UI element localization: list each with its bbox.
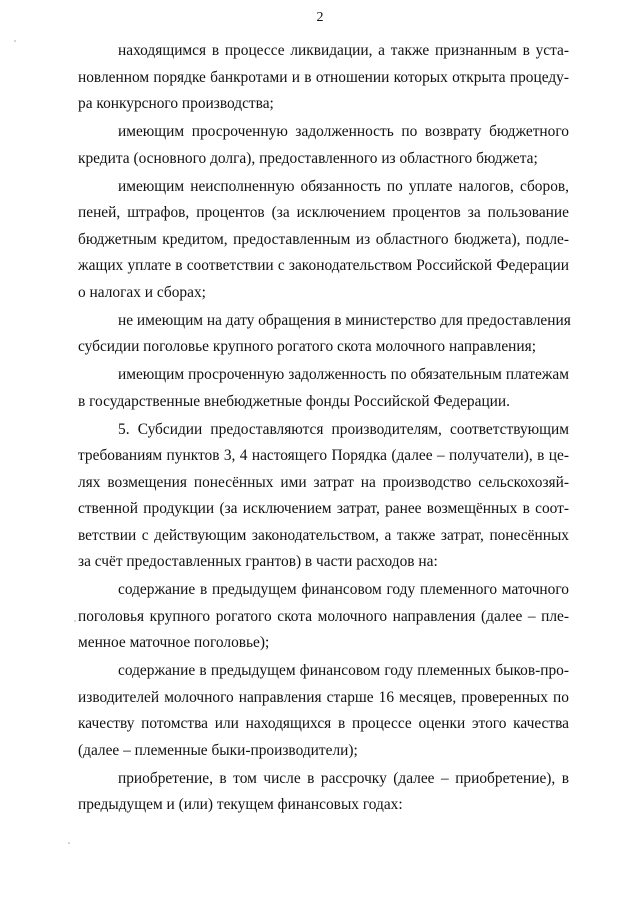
paragraph [78, 174, 569, 307]
paragraph [78, 308, 569, 361]
text-line: поголовья крупного рогатого скота молочного направления (далее – пле- [78, 607, 569, 625]
text-line: субсидии поголовье крупного рогатого скота молочного направления; [78, 338, 536, 355]
paragraph [78, 658, 569, 764]
page-number: 2 [316, 10, 324, 25]
scan-speck [14, 40, 16, 42]
text-line: имеющим неисполненную обязанность по уплате налогов, сборов, [118, 177, 569, 195]
text-line: за счёт предоставленных грантов) в части расходов на: [78, 553, 438, 570]
scan-speck [74, 620, 76, 622]
text-line: ственной продукции (за исключением затрат, ранее возмещённых в соот- [78, 500, 569, 517]
paragraph [78, 119, 569, 172]
text-line: качеству потомства или находящихся в процессе оценки этого качества [78, 715, 569, 732]
text-line: находящимся в процессе ликвидации, а также признанным в уста- [118, 42, 569, 59]
text-line: предыдущем и (или) текущем финансовых годах: [78, 796, 403, 813]
text-line: жащих уплате в соответствии с законодательством Российской Федерации [78, 257, 569, 274]
text-line: 5. Субсидии предоставляются производителям, соответствующим [118, 420, 569, 438]
text-line: содержание в предыдущем финансовом году племенного маточного [118, 581, 569, 598]
text-line: не имеющим на дату обращения в министерство для предоставления [118, 311, 571, 329]
document-body [78, 38, 569, 820]
text-line: требованиям пунктов 3, 4 настоящего Порядка (далее – получатели), в це- [78, 447, 569, 464]
text-line: изводителей молочного направления старше 16 месяцев, проверенных по [78, 688, 569, 706]
paragraph [78, 577, 569, 657]
paragraph [78, 362, 569, 415]
text-line: содержание в предыдущем финансовом году племенных быков-про- [118, 662, 569, 679]
scan-speck [68, 842, 70, 844]
text-line: имеющим просроченную задолженность по обязательным платежам [118, 366, 569, 383]
paragraph [78, 38, 569, 118]
text-line: о налогах и сборах; [78, 283, 206, 301]
paragraph [78, 766, 569, 819]
text-line: пеней, штрафов, процентов (за исключением процентов за пользование [78, 204, 569, 221]
text-line: имеющим просроченную задолженность по возврату бюджетного [118, 123, 569, 140]
text-line: бюджетным кредитом, предоставленным из областного бюджета), подле- [78, 230, 569, 248]
text-line: в государственные внебюджетные фонды Российской Федерации. [78, 392, 510, 410]
text-line: ра конкурсного производства; [78, 95, 274, 112]
text-line: ветствии с действующим законодательством, а также затрат, понесённых [78, 526, 569, 544]
text-line: кредита (основного долга), предоставленного из областного бюджета; [78, 149, 538, 167]
text-line: новленном порядке банкротами и в отношении которых открыта процеду- [78, 68, 569, 86]
text-line: приобретение, в том числе в рассрочку (далее – приобретение), в [118, 769, 569, 787]
text-line: менное маточное поголовье); [78, 634, 270, 651]
paragraph [78, 417, 569, 576]
text-line: (далее – племенные быки-производители); [78, 741, 358, 759]
text-line: лях возмещения понесённых ими затрат на производство сельскохозяй- [78, 473, 569, 491]
